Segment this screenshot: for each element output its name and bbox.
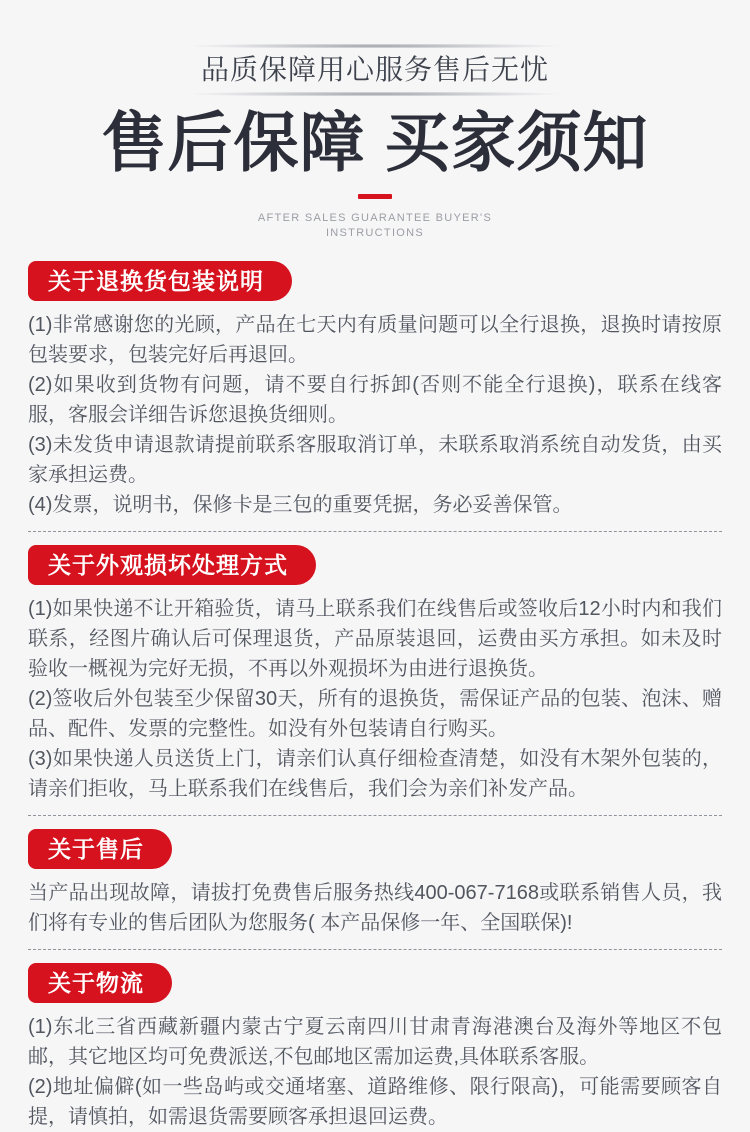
section-body xyxy=(28,878,722,938)
policy-paragraph: (2)如果收到货物有问题，请不要自行拆卸(否则不能全行退换)，联系在线客服，客服会详细告诉您退换货细则。 xyxy=(28,374,722,426)
policy-paragraph: (2)签收后外包装至少保留30天，所有的退换货，需保证产品的包装、泡沫、赠品、配件、发票的完整性。如没有外包装请自行购买。 xyxy=(28,688,722,740)
policy-paragraph: (1)如果快递不让开箱验货，请马上联系我们在线售后或签收后12小时内和我们联系，经图片确认后可保理退货，产品原装退回，运费由买方承担。如未及时验收一概视为完好无损，不再以外观损坏为由进行退换货。 xyxy=(28,598,722,680)
section-logistics xyxy=(28,963,722,1132)
bottom-shadow-divider xyxy=(115,92,635,96)
dashed-divider xyxy=(28,531,722,532)
hero-header xyxy=(0,0,750,241)
policy-paragraph: (4)发票，说明书，保修卡是三包的重要凭据，务必妥善保管。 xyxy=(28,494,573,516)
section-return-packaging xyxy=(28,261,722,520)
section-appearance-damage xyxy=(28,545,722,804)
section-body xyxy=(28,594,722,804)
policy-paragraph: (3)如果快递人员送货上门，请亲们认真仔细检查清楚，如没有木架外包装的，请亲们拒收，马上联系我们在线售后，我们会为亲们补发产品。 xyxy=(28,748,722,800)
policy-paragraph: 当产品出现故障，请拔打免费售后服务热线400-067-7168或联系销售人员，我们将有专业的售后团队为您服务( 本产品保修一年、全国联保)! xyxy=(28,882,722,934)
policy-paragraph: (3)未发货申请退款请提前联系客服取消订单，未联系取消系统自动发货，由买家承担运费。 xyxy=(28,434,722,486)
red-accent-dash xyxy=(358,194,392,199)
dashed-divider xyxy=(28,949,722,950)
policy-content xyxy=(0,261,750,1132)
dashed-divider xyxy=(28,815,722,816)
policy-paragraph: (2)地址偏僻(如一些岛屿或交通堵塞、道路维修、限行限高)，可能需要顾客自提，请慎拍，如需退货需要顾客承担退回运费。 xyxy=(28,1076,722,1128)
english-caption-line1: AFTER SALES GUARANTEE BUYER'S xyxy=(257,212,493,224)
hero-subtitle: 品质保障用心服务售后无忧 xyxy=(200,54,549,85)
policy-paragraph: (1)非常感谢您的光顾，产品在七天内有质量问题可以全行退换，退换时请按原包装要求，包装完好后再退回。 xyxy=(28,314,722,366)
section-body xyxy=(28,1012,722,1132)
page-title: 售后保障 买家须知 xyxy=(101,106,649,179)
section-heading-badge: 关于物流 xyxy=(28,963,172,1003)
section-heading-badge: 关于外观损坏处理方式 xyxy=(28,545,316,585)
policy-paragraph: (1)东北三省西藏新疆内蒙古宁夏云南四川甘肃青海港澳台及海外等地区不包邮，其它地区均可免费派送,不包邮地区需加运费,具体联系客服。 xyxy=(28,1016,722,1068)
section-heading-badge: 关于退换货包装说明 xyxy=(28,261,292,301)
section-heading-badge: 关于售后 xyxy=(28,829,172,869)
english-caption-line2: INSTRUCTIONS xyxy=(325,227,425,239)
section-body xyxy=(28,310,722,520)
section-after-sales xyxy=(28,829,722,938)
